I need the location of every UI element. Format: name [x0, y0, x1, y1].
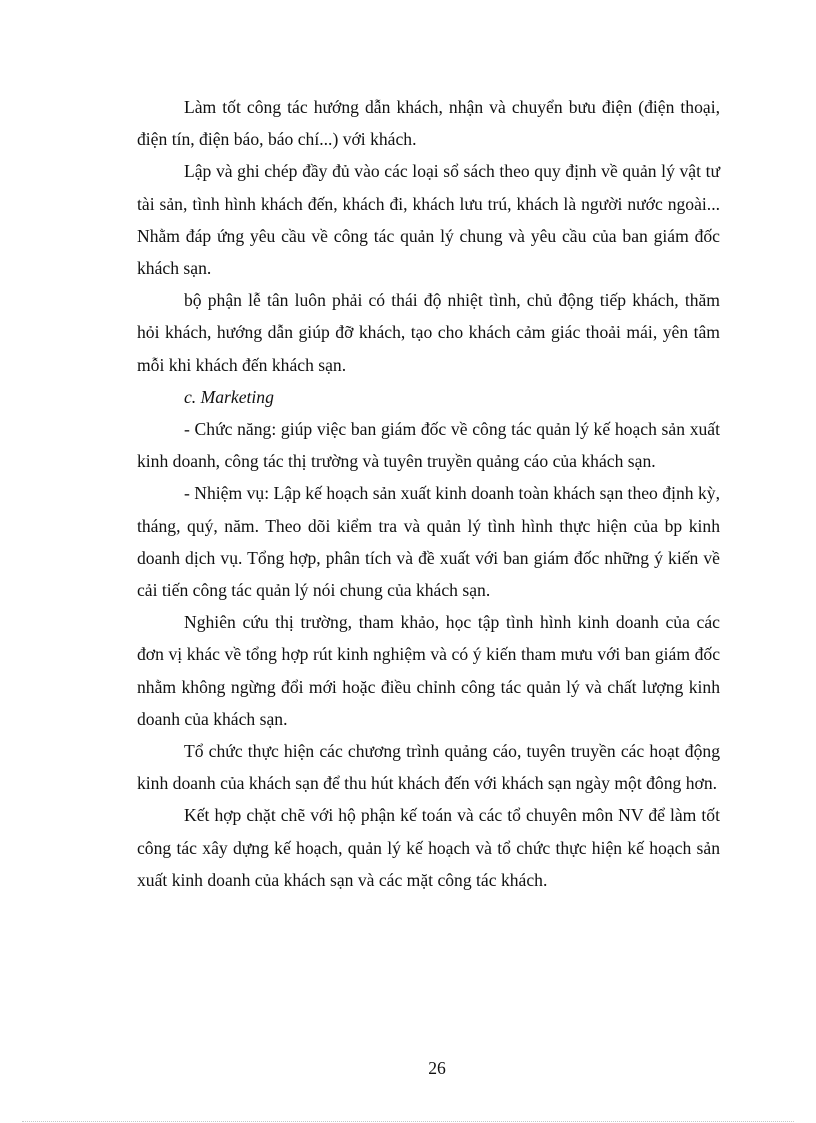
- page-number: 26: [428, 1058, 446, 1078]
- paragraph-guest-guidance: Làm tốt công tác hướng dẫn khách, nhận và chuyển bưu điện (điện thoại, điện tín, điện báo, báo chí...) với khách.: [137, 97, 720, 150]
- paragraph-marketing-duties: - Nhiệm vụ: Lập kế hoạch sản xuất kinh doanh toàn khách sạn theo định kỳ, tháng, quý, năm. Theo dõi kiểm tra và quản lý tình hình thực hiện của bp kinh doanh dịch vụ. Tổng hợp, phân tích và đề xuất với ban giám đốc những ý kiến về cải tiến công tác quản lý nói chung của khách sạn.: [137, 483, 720, 601]
- paragraph-coordination: Kết hợp chặt chẽ với hộ phận kế toán và các tổ chuyên môn NV để làm tốt công tác xây dựng kế hoạch, quản lý kế hoạch và tổ chức thực hiện kế hoạch sản xuất kinh doanh của khách sạn và các mặt công tác khách.: [137, 805, 720, 890]
- page-body: [137, 91, 720, 896]
- paragraph-record-keeping: Lập và ghi chép đầy đủ vào các loại sổ sách theo quy định về quản lý vật tư tài sản, tình hình khách đến, khách đi, khách lưu trú, khách là người nước ngoài... Nhằm đáp ứng yêu cầu về công tác quản lý chung và yêu cầu của ban giám đốc khách sạn.: [137, 161, 720, 279]
- paragraph-marketing-function: - Chức năng: giúp việc ban giám đốc về công tác quản lý kế hoạch sản xuất kinh doanh, công tác thị trường và tuyên truyền quảng cáo của khách sạn.: [137, 419, 720, 472]
- paragraph-market-research: Nghiên cứu thị trường, tham khảo, học tập tình hình kinh doanh của các đơn vị khác về tổng hợp rút kinh nghiệm và có ý kiến tham mưu với ban giám đốc nhằm không ngừng đổi mới hoặc điều chỉnh công tác quản lý và chất lượng kinh doanh của khách sạn.: [137, 612, 720, 729]
- page-bottom-divider: [22, 1121, 794, 1122]
- paragraph-advertising: Tổ chức thực hiện các chương trình quảng cáo, tuyên truyền các hoạt động kinh doanh của khách sạn để thu hút khách đến với khách sạn ngày một đông hơn.: [137, 741, 720, 794]
- paragraph-reception-attitude: bộ phận lễ tân luôn phải có thái độ nhiệt tình, chủ động tiếp khách, thăm hỏi khách, hướng dẫn giúp đỡ khách, tạo cho khách cảm giác thoải mái, yên tâm mỗi khi khách đến khách sạn.: [137, 290, 720, 375]
- section-heading-marketing: c. Marketing: [184, 386, 274, 407]
